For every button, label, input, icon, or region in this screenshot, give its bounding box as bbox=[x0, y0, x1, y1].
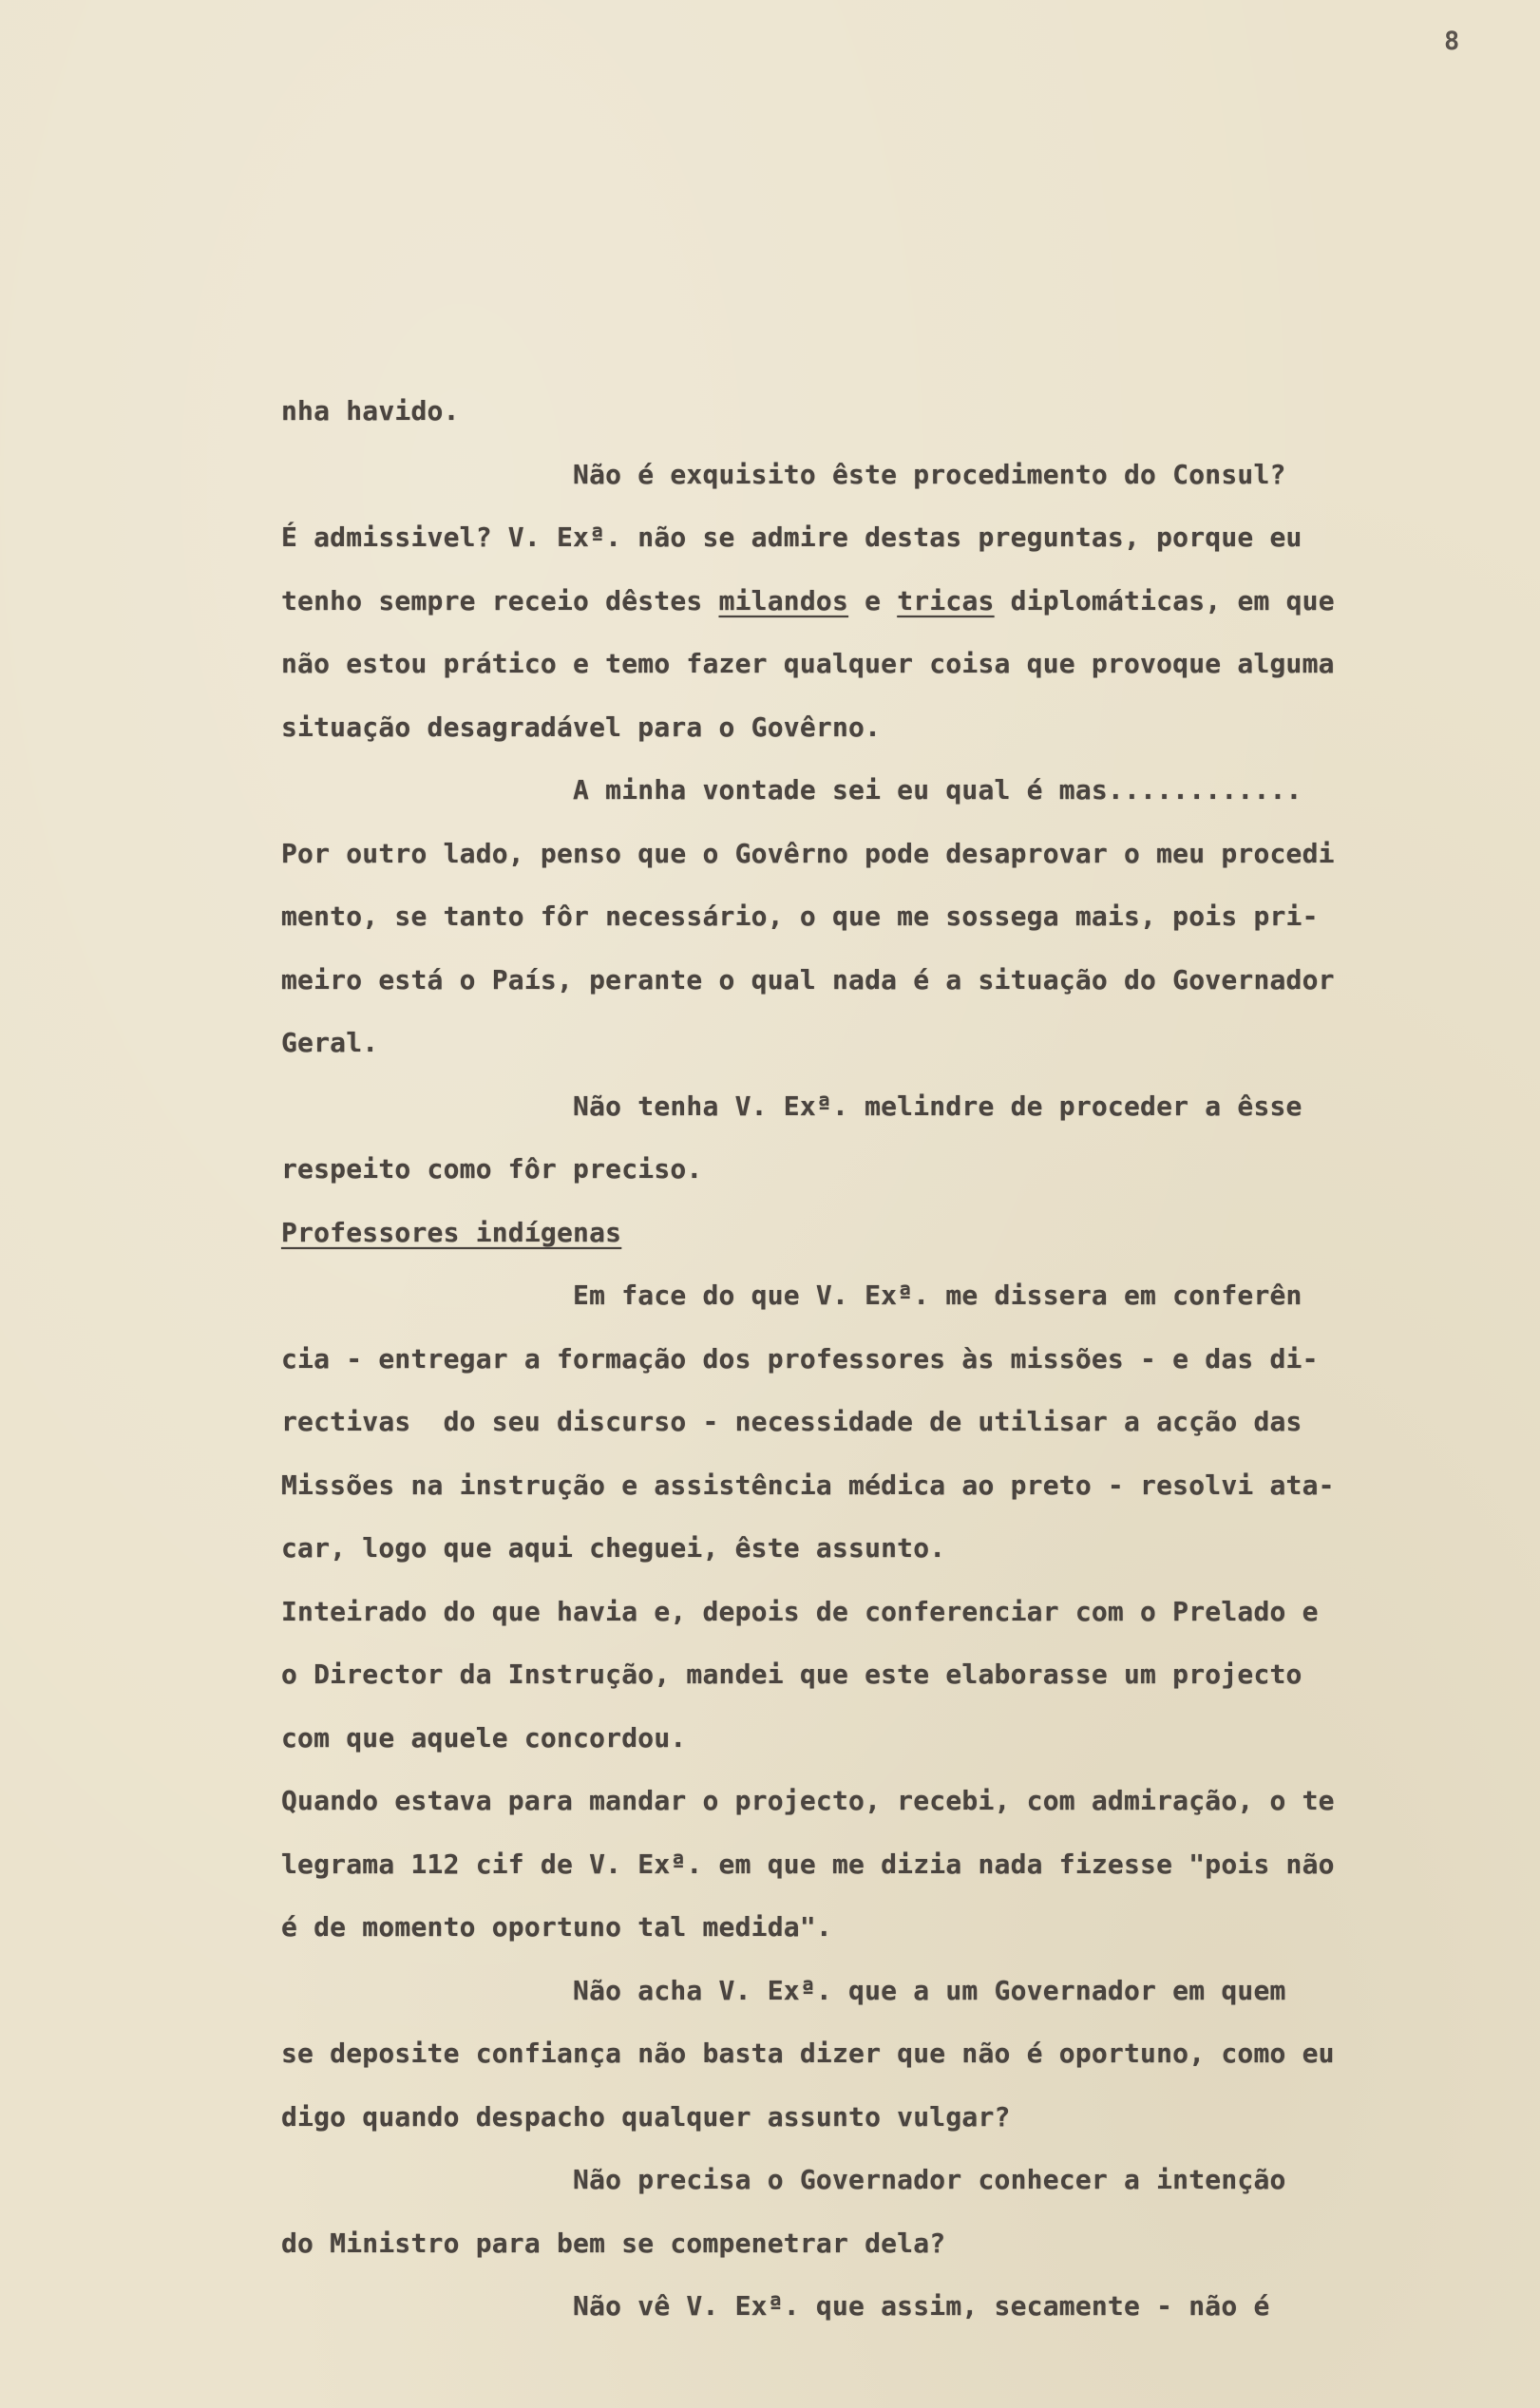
text-line bbox=[281, 1581, 1526, 1644]
text-line bbox=[281, 1454, 1526, 1518]
text-line bbox=[281, 885, 1526, 949]
text-segment: o Director da Instrução, mandei que este elaborasse um projecto bbox=[281, 1659, 1302, 1690]
text-segment: não estou prático e temo fazer qualquer coisa que provoque alguma bbox=[281, 648, 1335, 679]
text-line bbox=[281, 2212, 1526, 2276]
text-segment: se deposite confiança não basta dizer que não é oportuno, como eu bbox=[281, 2038, 1335, 2069]
text-segment: Não tenha V. Exª. melindre de proceder a êsse bbox=[281, 1090, 1302, 1122]
text-line bbox=[281, 506, 1526, 570]
text-line bbox=[281, 444, 1526, 507]
text-segment: tenho sempre receio dêstes bbox=[281, 584, 719, 616]
text-segment: Inteirado do que havia e, depois de conferenciar com o Prelado e bbox=[281, 1595, 1319, 1627]
text-line bbox=[281, 1075, 1526, 1139]
text-segment: mento, se tanto fôr necessário, o que me sossega mais, pois pri- bbox=[281, 901, 1319, 932]
text-segment: É admissivel? V. Exª. não se admire destas preguntas, porque eu bbox=[281, 521, 1302, 553]
text-line bbox=[281, 759, 1526, 823]
text-line bbox=[281, 380, 1526, 444]
text-segment: cia - entregar a formação dos professores às missões - e das di- bbox=[281, 1342, 1319, 1375]
document-body bbox=[281, 380, 1526, 2339]
text-segment: Quando estava para mandar o projecto, recebi, com admiração, o te bbox=[281, 1785, 1335, 1816]
text-line bbox=[281, 1328, 1526, 1392]
text-line bbox=[281, 1012, 1526, 1075]
text-line bbox=[281, 2275, 1526, 2339]
text-line bbox=[281, 1138, 1526, 1202]
text-segment: Em face do que V. Exª. me dissera em conferên bbox=[281, 1280, 1302, 1311]
text-line bbox=[281, 1202, 1526, 1265]
text-segment: Por outro lado, penso que o Govêrno pode desaprovar o meu procedi bbox=[281, 837, 1335, 869]
text-line bbox=[281, 1833, 1526, 1897]
text-segment: Não acha V. Exª. que a um Governador em quem bbox=[281, 1974, 1286, 2006]
text-segment: legrama 112 cif de V. Exª. em que me dizia nada fizesse "pois não bbox=[281, 1848, 1335, 1880]
underlined-text: milandos bbox=[718, 584, 849, 616]
text-line bbox=[281, 2022, 1526, 2086]
text-segment: digo quando despacho qualquer assunto vulgar? bbox=[281, 2100, 1011, 2133]
text-line bbox=[281, 696, 1526, 760]
text-segment: é de momento oportuno tal medida". bbox=[281, 1911, 832, 1943]
text-line bbox=[281, 570, 1526, 634]
text-segment: A minha vontade sei eu qual é mas............ bbox=[281, 774, 1302, 806]
text-segment: rectivas do seu discurso - necessidade de utilisar a acção das bbox=[281, 1406, 1302, 1437]
text-segment: com que aquele concordou. bbox=[281, 1721, 687, 1754]
text-line bbox=[281, 823, 1526, 886]
page-number: 8 bbox=[1444, 27, 1460, 56]
text-line bbox=[281, 633, 1526, 696]
text-segment: Não precisa o Governador conhecer a intenção bbox=[281, 2164, 1286, 2195]
text-segment: Não é exquisito êste procedimento do Consul? bbox=[281, 458, 1286, 490]
underlined-text: tricas bbox=[897, 584, 995, 616]
text-line bbox=[281, 1707, 1526, 1771]
text-line bbox=[281, 1517, 1526, 1581]
text-line bbox=[281, 2149, 1526, 2212]
text-segment: Não vê V. Exª. que assim, secamente - não é bbox=[281, 2290, 1270, 2322]
text-line bbox=[281, 1960, 1526, 2023]
text-segment: situação desagradável para o Govêrno. bbox=[281, 711, 882, 743]
text-segment: e bbox=[848, 584, 898, 616]
text-line bbox=[281, 1896, 1526, 1960]
underlined-text: Professores indígenas bbox=[281, 1216, 622, 1248]
text-line bbox=[281, 949, 1526, 1013]
text-segment: do Ministro para bem se compenetrar dela? bbox=[281, 2227, 946, 2259]
text-line bbox=[281, 1391, 1526, 1454]
text-segment: diplomáticas, em que bbox=[994, 584, 1335, 616]
text-line bbox=[281, 1770, 1526, 1833]
text-line bbox=[281, 2086, 1526, 2150]
text-segment: respeito como fôr preciso. bbox=[281, 1153, 703, 1185]
text-segment: meiro está o País, perante o qual nada é a situação do Governador bbox=[281, 963, 1335, 995]
text-line bbox=[281, 1643, 1526, 1707]
text-line bbox=[281, 1264, 1526, 1328]
text-segment: Missões na instrução e assistência médica ao preto - resolvi ata- bbox=[281, 1469, 1335, 1501]
text-segment: nha havido. bbox=[281, 395, 460, 427]
text-segment: car, logo que aqui cheguei, êste assunto. bbox=[281, 1532, 946, 1564]
text-segment: Geral. bbox=[281, 1027, 379, 1058]
